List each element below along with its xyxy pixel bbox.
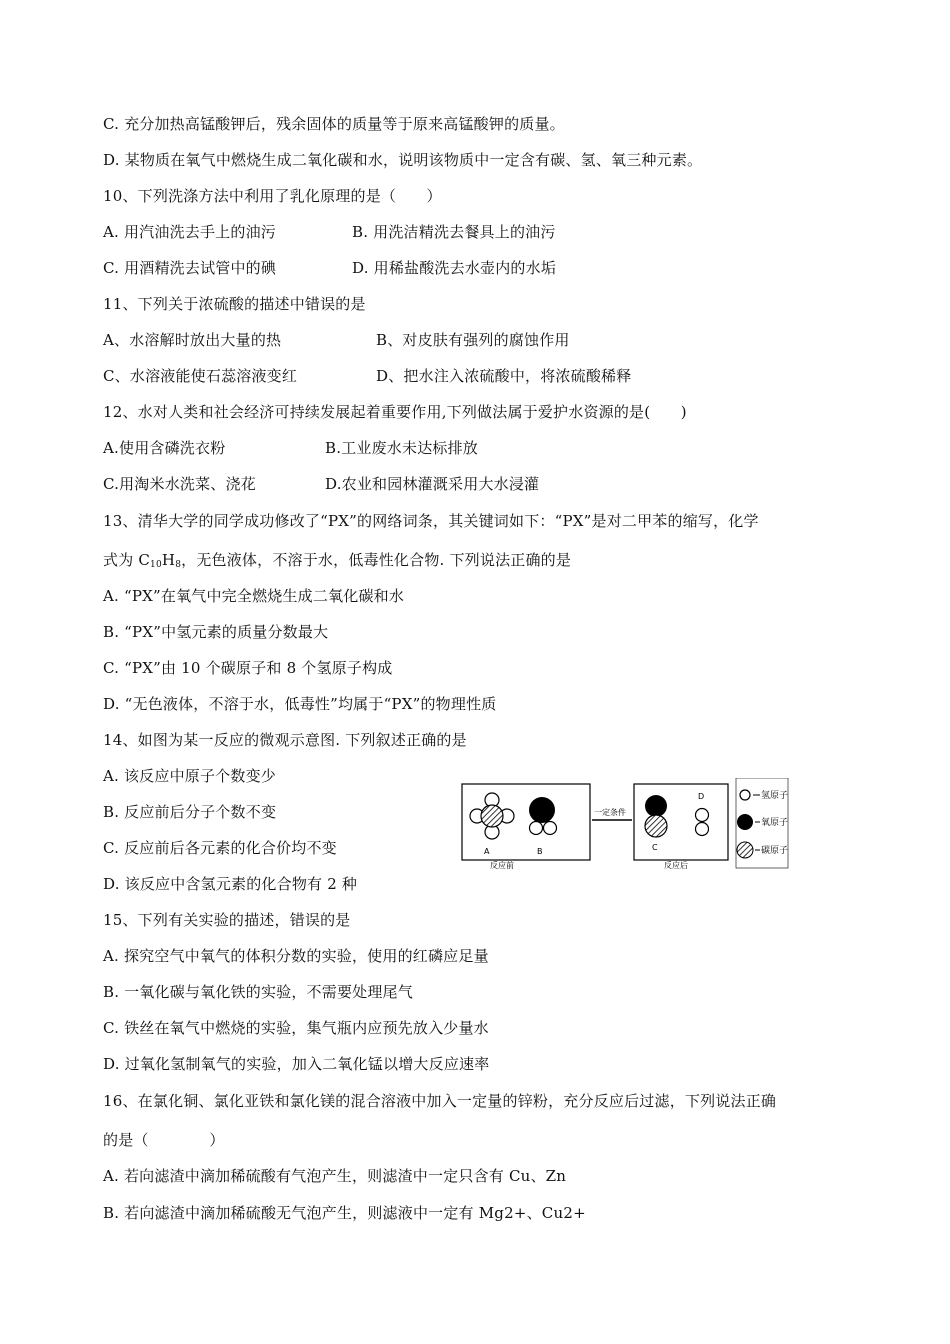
q15-option-c: C. 铁丝在氧气中燃烧的实验，集气瓶内应预先放入少量水 — [103, 1019, 489, 1037]
q13-option-a: A. “PX”在氧气中完全燃烧生成二氧化碳和水 — [103, 587, 405, 605]
q16-stem-line2: 的是（ ） — [103, 1131, 225, 1149]
q10-option-d: D. 用稀盐酸洗去水壶内的水垢 — [352, 259, 557, 277]
legend-oxygen: 氧原子 — [761, 818, 789, 828]
q13-option-b: B. “PX”中氢元素的质量分数最大 — [103, 623, 329, 641]
q11-option-b: B、对皮肤有强列的腐蚀作用 — [376, 331, 570, 349]
q14-stem: 14、如图为某一反应的微观示意图. 下列叙述正确的是 — [103, 731, 467, 749]
q12-option-a: A.使用含磷洗衣粉 — [103, 439, 226, 457]
reaction-diagram — [460, 778, 790, 870]
q13-option-d: D. “无色液体，不溶于水，低毒性”均属于“PX”的物理性质 — [103, 695, 497, 713]
label-b: B — [537, 847, 543, 856]
q11-stem: 11、下列关于浓硫酸的描述中错误的是 — [103, 295, 366, 313]
molecule-c — [645, 795, 667, 837]
q13-stem-line2: 式为 $C_{10}H_8$，无色液体，不溶于水，低毒性化合物. 下列说法正确的是 — [103, 551, 572, 570]
q11-option-a: A、水溶解时放出大量的热 — [103, 331, 282, 349]
q14-option-b: B. 反应前后分子个数不变 — [103, 803, 277, 821]
label-before: 反应前 — [490, 861, 514, 870]
legend-carbon-symbol — [737, 842, 753, 858]
q14-option-a: A. 该反应中原子个数变少 — [103, 767, 276, 785]
legend-oxygen-symbol — [737, 814, 753, 830]
arrow-label: 一定条件 — [594, 808, 626, 817]
legend-carbon: 碳原子 — [761, 846, 789, 856]
molecule-d — [696, 809, 709, 836]
q12-option-d: D.农业和园林灌溉采用大水浸灌 — [325, 475, 540, 493]
legend-hydrogen: 氢原子 — [761, 791, 789, 801]
q16-option-a: A. 若向滤渣中滴加稀硫酸有气泡产生，则滤渣中一定只含有 Cu、Zn — [103, 1167, 567, 1185]
q13-stem-line1: 13、清华大学的同学成功修改了“PX”的网络词条，其关键词如下：“PX”是对二甲苯的缩写，化学 — [103, 512, 759, 530]
molecule-a — [470, 793, 514, 839]
q9-option-d: D. 某物质在氧气中燃烧生成二氧化碳和水，说明该物质中一定含有碳、氢、氧三种元素。 — [103, 151, 703, 169]
q10-option-c: C. 用酒精洗去试管中的碘 — [103, 259, 277, 277]
q10-option-b: B. 用洗洁精洗去餐具上的油污 — [352, 223, 556, 241]
q15-stem: 15、下列有关实验的描述，错误的是 — [103, 911, 351, 929]
q11-option-c: C、水溶液能使石蕊溶液变红 — [103, 367, 298, 385]
label-c: C — [652, 843, 658, 852]
q13-option-c: C. “PX”由 10 个碳原子和 8 个氢原子构成 — [103, 659, 393, 677]
q14-option-d: D. 该反应中含氢元素的化合物有 2 种 — [103, 875, 358, 893]
q11-option-d: D、把水注入浓硫酸中，将浓硫酸稀释 — [376, 367, 632, 385]
legend-hydrogen-symbol — [740, 790, 750, 800]
label-d: D — [698, 792, 705, 801]
q12-option-b: B.工业废水未达标排放 — [325, 439, 478, 457]
q15-option-b: B. 一氧化碳与氧化铁的实验，不需要处理尾气 — [103, 983, 413, 1001]
q10-option-a: A. 用汽油洗去手上的油污 — [103, 223, 276, 241]
q10-stem: 10、下列洗涤方法中利用了乳化原理的是（ ） — [103, 187, 442, 205]
molecule-b — [529, 797, 557, 835]
label-a: A — [484, 847, 490, 856]
q12-stem: 12、水对人类和社会经济可持续发展起着重要作用,下列做法属于爱护水资源的是( ) — [103, 403, 687, 421]
q9-option-c: C. 充分加热高锰酸钾后，残余固体的质量等于原来高锰酸钾的质量。 — [103, 115, 565, 133]
q14-option-c: C. 反应前后各元素的化合价均不变 — [103, 839, 337, 857]
q16-stem-line1: 16、在氯化铜、氯化亚铁和氯化镁的混合溶液中加入一定量的锌粉，充分反应后过滤，下列说法正确 — [103, 1092, 777, 1110]
q12-option-c: C.用淘米水洗菜、浇花 — [103, 475, 256, 493]
q16-option-b: B. 若向滤渣中滴加稀硫酸无气泡产生，则滤液中一定有 Mg2+、Cu2+ — [103, 1204, 586, 1222]
q15-option-a: A. 探究空气中氧气的体积分数的实验，使用的红磷应足量 — [103, 947, 489, 965]
q15-option-d: D. 过氧化氢制氧气的实验，加入二氧化锰以增大反应速率 — [103, 1055, 490, 1073]
label-after: 反应后 — [664, 861, 688, 870]
